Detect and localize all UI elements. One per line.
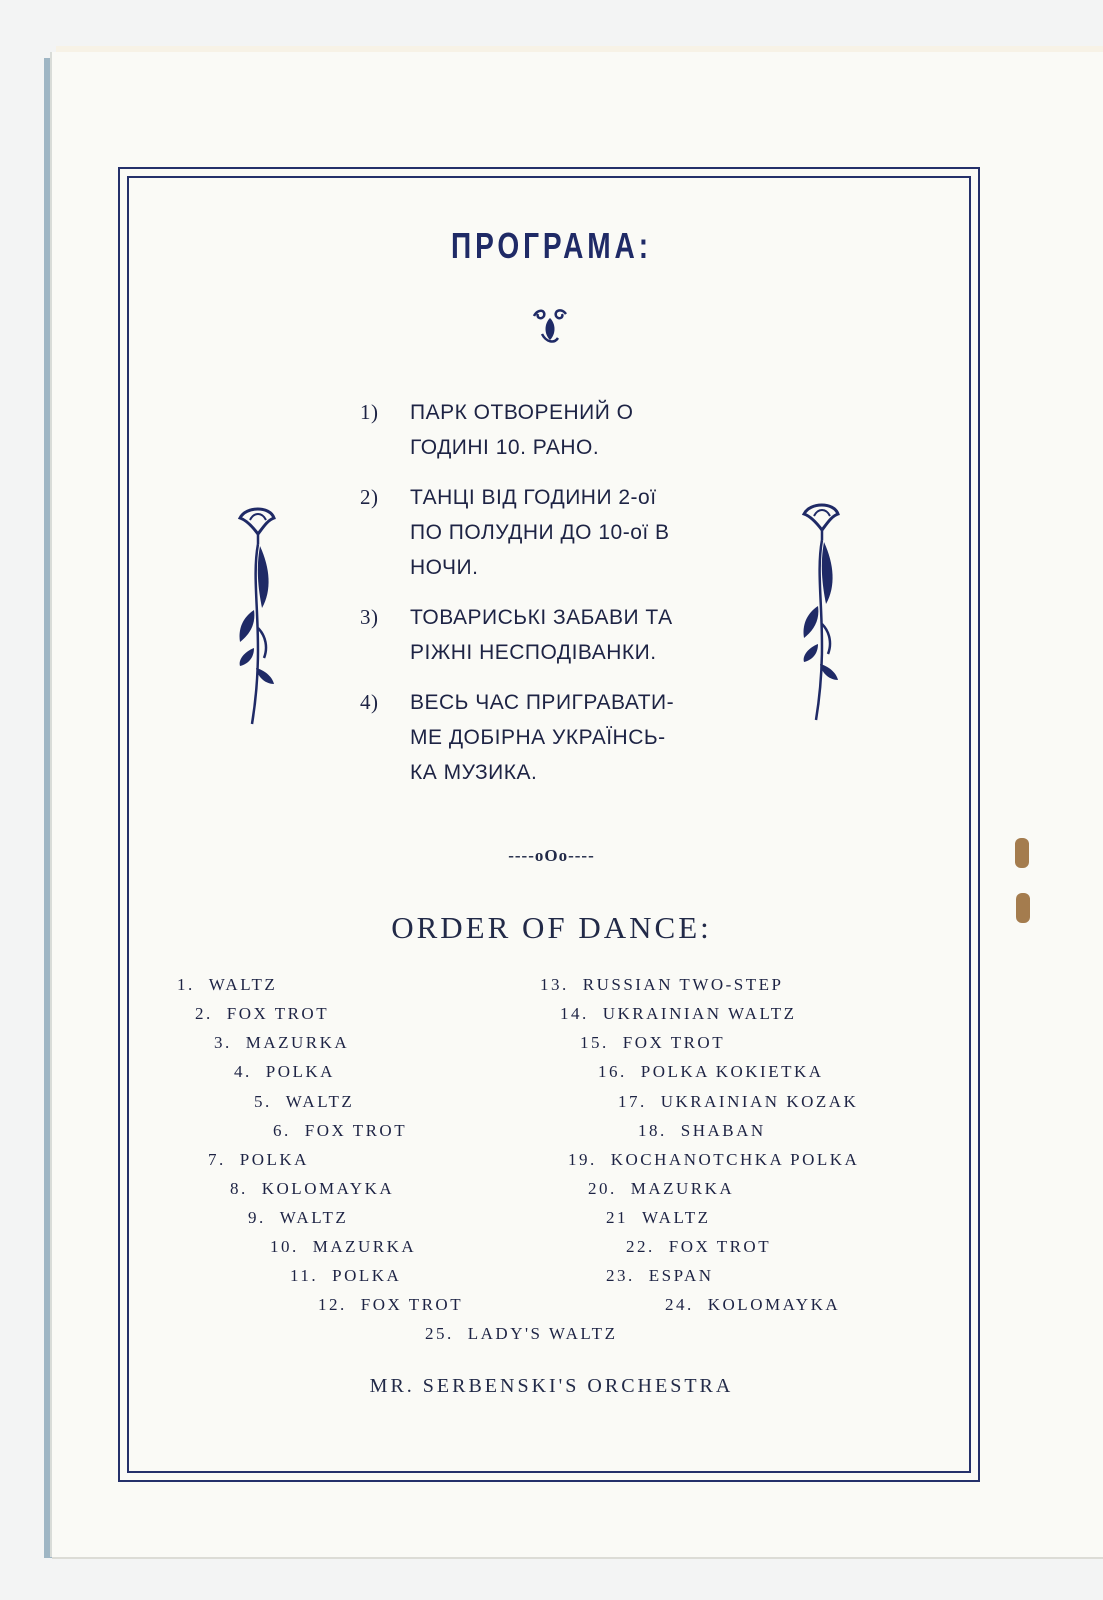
- program-title: ПРОГРАМА:: [451, 225, 652, 266]
- program-item-line: НОЧИ.: [410, 556, 479, 579]
- dance-number: 14.: [560, 1004, 589, 1023]
- program-item-number: 3): [360, 605, 379, 629]
- scan-background-edge: [44, 58, 52, 1558]
- dance-entry: [273, 1121, 407, 1141]
- dance-entry: [540, 975, 783, 995]
- dance-entry: [568, 1150, 859, 1170]
- dance-number: 13.: [540, 975, 569, 994]
- program-item-number: 1): [360, 400, 379, 424]
- dance-number: 3.: [214, 1033, 232, 1052]
- dance-number: 11.: [290, 1266, 319, 1285]
- dance-number: 24.: [665, 1295, 694, 1314]
- dance-entry: [626, 1237, 771, 1257]
- flower-stem-icon: [228, 498, 288, 738]
- floral-ornament-icon: [528, 306, 572, 346]
- program-item-line: ТАНЦІ ВІД ГОДИНИ 2-ої: [410, 486, 657, 509]
- dance-entry: [230, 1179, 394, 1199]
- dance-name: MAZURKA: [630, 1179, 735, 1198]
- dance-number: 1.: [177, 975, 195, 994]
- program-item: [360, 480, 760, 585]
- dance-number: 6.: [273, 1121, 291, 1140]
- program-item-line: ПАРК ОТВОРЕНИЙ О: [410, 401, 634, 424]
- dance-number: 20.: [588, 1179, 617, 1198]
- dance-entry: [248, 1208, 348, 1228]
- dance-entry: [195, 1004, 329, 1024]
- dance-name: KOCHANOTCHKA POLKA: [610, 1150, 860, 1169]
- dance-name: KOLOMAYKA: [261, 1179, 395, 1198]
- program-item-line: РІЖНІ НЕСПОДІВАНКИ.: [410, 641, 657, 664]
- dance-number: 19.: [568, 1150, 597, 1169]
- dance-name: FOX TROT: [360, 1295, 464, 1314]
- dance-name: UKRAINIAN KOZAK: [660, 1092, 859, 1111]
- program-item: [360, 685, 760, 790]
- program-item-line: КА МУЗИКА.: [410, 761, 538, 784]
- dance-number: 5.: [254, 1092, 272, 1111]
- dance-number: 22.: [626, 1237, 655, 1256]
- dance-entry: [665, 1295, 840, 1315]
- dance-entry: [580, 1033, 725, 1053]
- program-item-line: МЕ ДОБІРНА УКРАЇНСЬ-: [410, 726, 666, 749]
- dance-name: SHABAN: [680, 1121, 766, 1140]
- dance-name: FOX TROT: [226, 1004, 330, 1023]
- double-frame-inner: [127, 176, 971, 1473]
- dance-name: KOLOMAYKA: [707, 1295, 841, 1314]
- program-item: [360, 395, 760, 465]
- dance-name: MAZURKA: [245, 1033, 350, 1052]
- dance-name: POLKA KOKIETKA: [640, 1062, 824, 1081]
- dance-entry: [598, 1062, 824, 1082]
- binding-staple-mark: [1015, 838, 1029, 868]
- flower-stem-icon: [792, 494, 852, 734]
- dance-entry: [606, 1266, 714, 1286]
- dance-entry: [208, 1150, 309, 1170]
- dance-number: 8.: [230, 1179, 248, 1198]
- program-item-line: ВЕСЬ ЧАС ПРИГРАВАТИ-: [410, 691, 675, 714]
- program-item-line: ТОВАРИСЬКІ ЗАБАВИ ТА: [410, 606, 673, 629]
- dance-number: 21: [606, 1208, 628, 1227]
- dance-number: 4.: [234, 1062, 252, 1081]
- dance-number: 7.: [208, 1150, 226, 1169]
- dance-name: WALTZ: [285, 1092, 355, 1111]
- dance-entry: [290, 1266, 401, 1286]
- dance-number: 12.: [318, 1295, 347, 1314]
- dance-name: POLKA: [332, 1266, 402, 1285]
- dance-number: 17.: [618, 1092, 647, 1111]
- dance-name: ESPAN: [648, 1266, 714, 1285]
- dance-name: LADY'S WALTZ: [467, 1324, 618, 1343]
- dance-number: 10.: [270, 1237, 299, 1256]
- dance-entry: [254, 1092, 354, 1112]
- dance-name: POLKA: [239, 1150, 309, 1169]
- program-item: [360, 600, 760, 670]
- dance-entry: [618, 1092, 858, 1112]
- dance-entry: [425, 1324, 617, 1344]
- dance-entry: [177, 975, 277, 995]
- dance-entry: [318, 1295, 463, 1315]
- program-item-number: 2): [360, 485, 379, 509]
- program-item-number: 4): [360, 690, 379, 714]
- dance-entry: [560, 1004, 797, 1024]
- orchestra-credit: MR. SERBENSKI'S ORCHESTRA: [369, 1375, 734, 1397]
- program-item-line: ГОДИНІ 10. РАНО.: [410, 436, 600, 459]
- dance-name: FOX TROT: [622, 1033, 726, 1052]
- dance-number: 2.: [195, 1004, 213, 1023]
- dance-entry: [638, 1121, 766, 1141]
- dance-entry: [270, 1237, 416, 1257]
- dance-entry: [606, 1208, 711, 1228]
- dance-name: POLKA: [265, 1062, 335, 1081]
- dance-entry: [588, 1179, 734, 1199]
- dance-name: FOX TROT: [668, 1237, 772, 1256]
- dance-name: MAZURKA: [312, 1237, 417, 1256]
- section-divider: ----oOo----: [508, 846, 595, 865]
- dance-entry: [214, 1033, 349, 1053]
- program-list: [360, 395, 760, 805]
- dance-number: 25.: [425, 1324, 454, 1343]
- program-item-line: ПО ПОЛУДНИ ДО 10-ої В: [410, 521, 670, 544]
- dance-number: 18.: [638, 1121, 667, 1140]
- dance-number: 16.: [598, 1062, 627, 1081]
- dance-name: WALTZ: [208, 975, 278, 994]
- binding-staple-mark: [1016, 893, 1030, 923]
- dance-number: 9.: [248, 1208, 266, 1227]
- dance-name: RUSSIAN TWO-STEP: [582, 975, 784, 994]
- dance-name: WALTZ: [279, 1208, 349, 1227]
- dance-entry: [234, 1062, 335, 1082]
- dance-name: UKRAINIAN WALTZ: [602, 1004, 797, 1023]
- dance-name: WALTZ: [642, 1208, 711, 1227]
- order-of-dance-title: ORDER OF DANCE:: [391, 910, 712, 945]
- dance-number: 23.: [606, 1266, 635, 1285]
- dance-name: FOX TROT: [304, 1121, 408, 1140]
- dance-number: 15.: [580, 1033, 609, 1052]
